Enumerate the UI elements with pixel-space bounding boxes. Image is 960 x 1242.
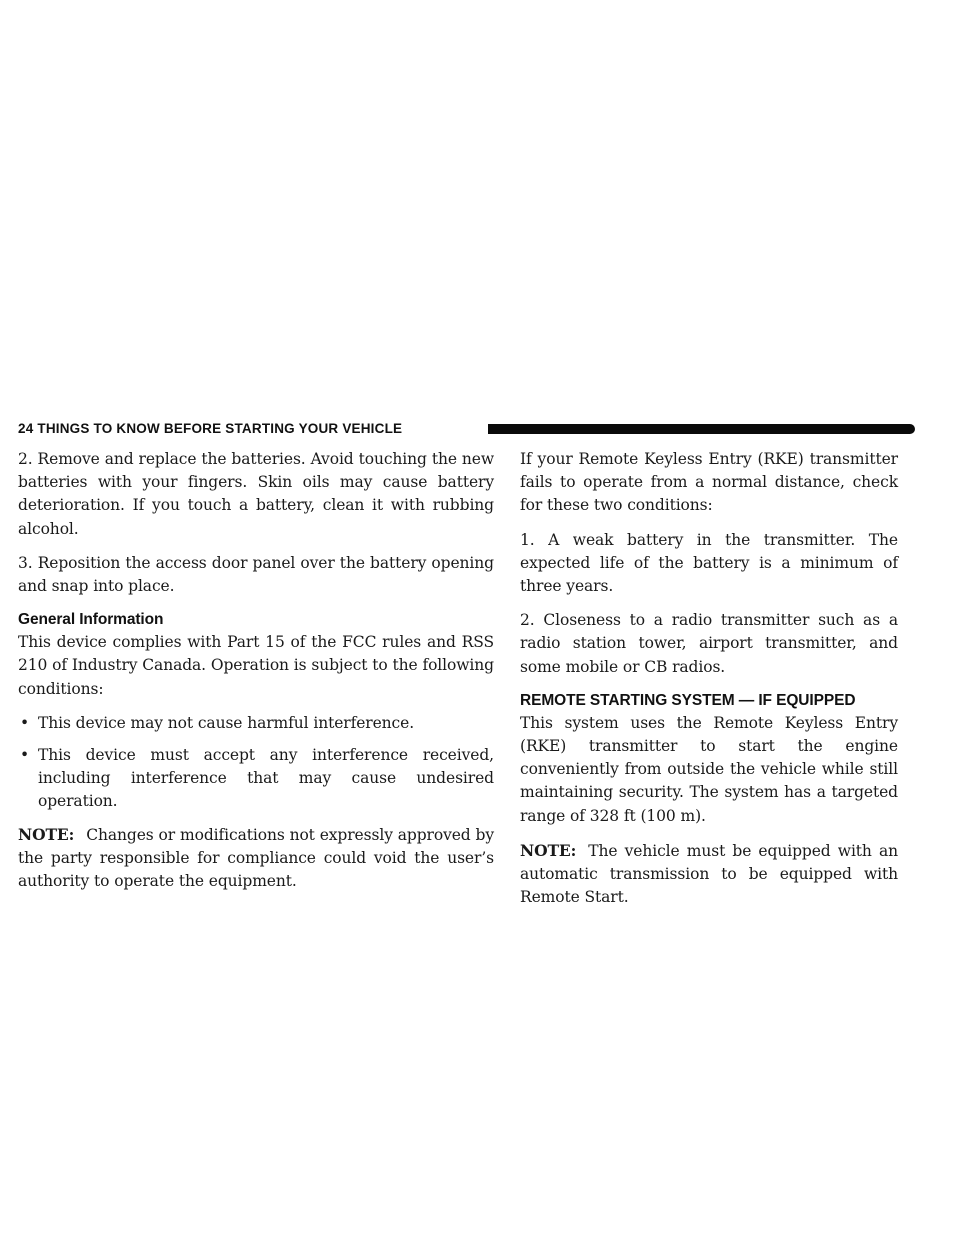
left-column [18,448,494,904]
list-item-text: This device may not cause harmful interference. [38,713,415,732]
note-label: NOTE: [18,824,75,844]
note-text: The vehicle must be equipped with an automatic transmission to be equipped with Remote Start. [520,841,898,907]
bullet-icon: • [20,746,30,765]
note-text: Changes or modifications not expressly approved by the party responsible for compliance could void the user’s authority to operate the equipment. [18,825,494,891]
note-paragraph [18,823,494,894]
note-paragraph [520,839,898,910]
remote-start-paragraph: This system uses the Remote Keyless Entry (RKE) transmitter to start the engine conveniently from outside the vehicle while still maintaining security. The system has a targeted range of 328 ft (100 m). [520,713,898,825]
right-column [520,448,898,920]
rke-paragraph: If your Remote Keyless Entry (RKE) transmitter fails to operate from a normal distance, check for these two conditions: [520,450,898,515]
note-label: NOTE: [520,840,577,860]
step-2-paragraph: 2. Remove and replace the batteries. Avoid touching the new batteries with your fingers. Skin oils may cause battery deterioration. If you touch a battery, clean it with rubbing alcohol. [18,450,494,538]
conditions-list [18,712,494,814]
header-rule [488,424,915,434]
running-header: 24 THINGS TO KNOW BEFORE STARTING YOUR VEHICLE [18,421,403,436]
page-header [18,420,898,438]
step-3-paragraph: 3. Reposition the access door panel over the battery opening and snap into place. [18,553,494,596]
list-item [18,712,494,735]
fcc-paragraph: This device complies with Part 15 of the FCC rules and RSS 210 of Industry Canada. Operation is subject to the following conditions: [18,633,494,698]
list-item-text: This device must accept any interference received, including interference that may cause undesired operation. [38,746,494,811]
condition-1-paragraph: 1. A weak battery in the transmitter. The expected life of the battery is a minimum of three years. [520,530,898,596]
bullet-icon: • [20,713,30,732]
list-item [18,744,494,814]
remote-starting-heading: REMOTE STARTING SYSTEM — IF EQUIPPED [520,691,856,709]
general-information-heading: General Information [18,611,164,629]
condition-2-paragraph: 2. Closeness to a radio transmitter such as a radio station tower, airport transmitter, and some mobile or CB radios. [520,611,898,676]
